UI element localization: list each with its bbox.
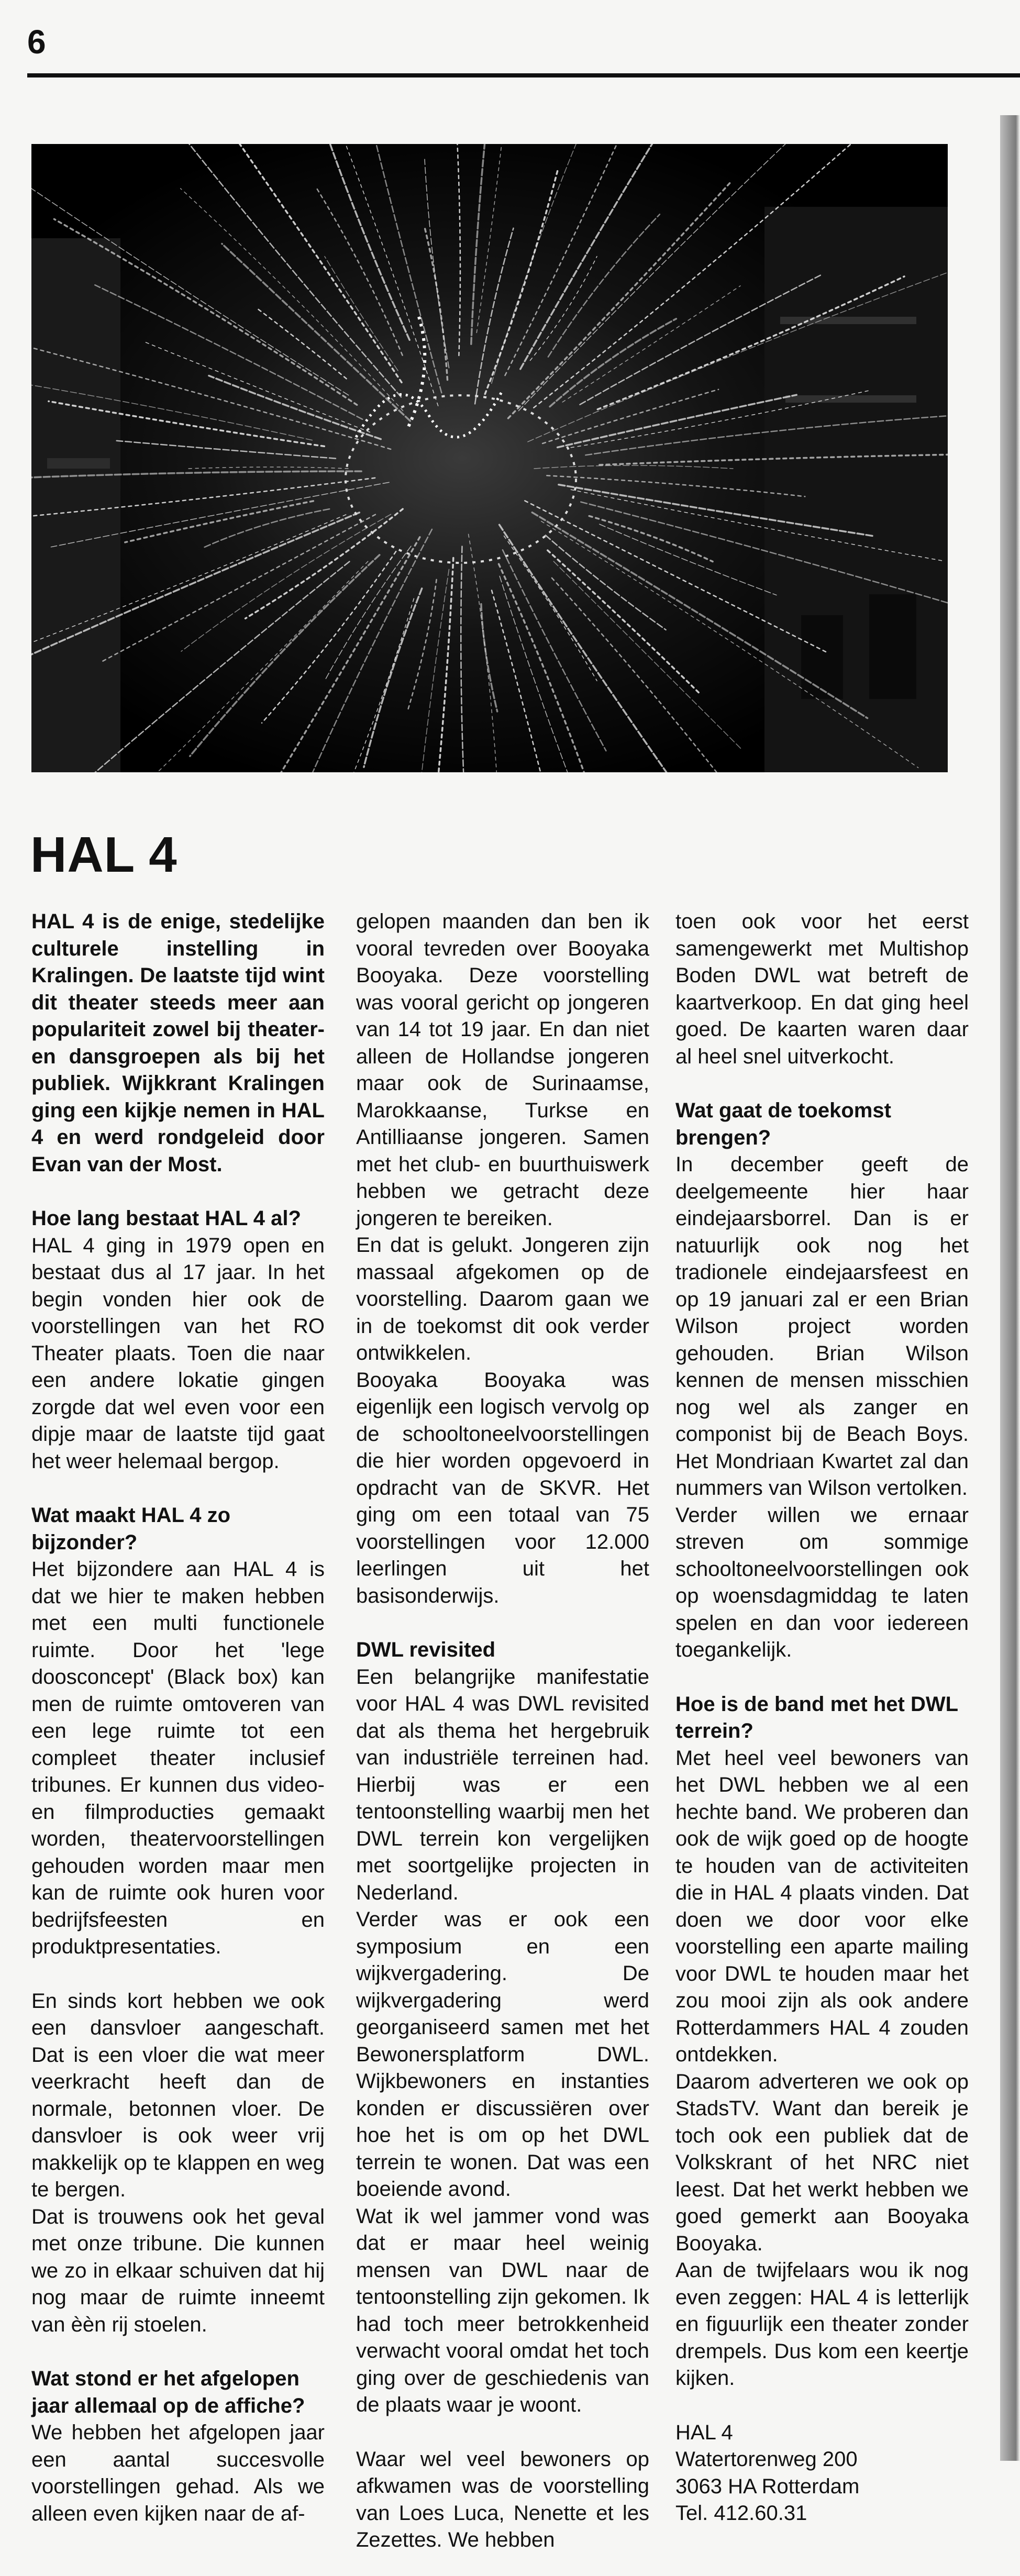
answer-paragraph: En sinds kort hebben we ook een dansvloer aangeschaft. Dat is een vloer die wat meer veerkracht heeft dan de normale, betonnen vloer. De dansvloer is ook weer vrij makkelijk op te klappen en weg te bergen.	[31, 1989, 325, 2201]
answer-paragraph: En dat is gelukt. Jongeren zijn massaal afgekomen op de voorstelling. Daarom gaan we in de toekomst dit ook verder ontwikkelen.	[356, 1234, 649, 1364]
address-line: Watertorenweg 200	[675, 2448, 858, 2471]
address-line: Tel. 412.60.31	[675, 2502, 807, 2525]
question-heading: Hoe lang bestaat HAL 4 al?	[31, 1207, 301, 1230]
answer-paragraph: Waar wel veel bewoners op afkwamen was de voorstelling van Loes Luca, Nenette et les Zezettes. We hebben	[356, 2447, 649, 2551]
question-heading: Wat gaat de toekomst brengen?	[675, 1099, 891, 1149]
answer-paragraph: HAL 4 ging in 1979 open en bestaat dus al 17 jaar. In het begin vonden hier ook de voorstellingen van het RO Theater plaats. Toen die naar een andere lokatie gingen zorgde dat wel even voor een dipje maar de laatste tijd gaat het weer helemaal bergop.	[31, 1234, 325, 1473]
address-line: 3063 HA Rotterdam	[675, 2474, 860, 2498]
question-heading: Wat maakt HAL 4 zo bijzonder?	[31, 1504, 231, 1554]
photo-graphic	[31, 144, 948, 772]
header-rule	[27, 73, 1020, 77]
adjacent-page-edge	[995, 115, 1020, 2461]
answer-paragraph: Met heel veel bewoners van het DWL hebben we al een hechte band. We proberen dan ook de wijk goed op de hoogte te houden van de activiteiten die in HAL 4 plaats vinden. Dat doen we door voor elke voorstelling een aparte mailing voor DWL te houden maar het zou mooi zijn als ook andere Rotterdammers HAL 4 zouden ontdekken.	[675, 1746, 969, 2066]
answer-paragraph: toen ook voor het eerst samengewerkt met Multishop Boden DWL wat betreft de kaartverkoop. En dat ging heel goed. De kaarten waren daar al heel snel uitverkocht.	[675, 910, 969, 1068]
answer-paragraph: Aan de twijfelaars wou ik nog even zeggen: HAL 4 is letterlijk en figuurlijk een theater zonder drempels. Dus kom een keertje kijken.	[675, 2259, 969, 2390]
answer-paragraph: Wat ik wel jammer vond was dat er maar heel weinig mensen van DWL naar de tentoonstelling zijn gekomen. Ik had toch meer betrokkenheid verwacht vooral omdat het toch ging over de geschiedenis van de plaats waar je woont.	[356, 2204, 649, 2416]
answer-paragraph: Booyaka Booyaka was eigenlijk een logisch vervolg op de schooltoneelvoorstellingen die hier worden opgevoerd in opdracht van de SKVR. Het ging om een totaal van 75 voorstellingen voor 12.000 leerlingen uit het basisonderwijs.	[356, 1368, 649, 1607]
answer-paragraph: We hebben het afgelopen jaar een aantal succesvolle voorstellingen gehad. Als we alleen even kijken naar de af-	[31, 2421, 325, 2525]
light-trails-photo	[31, 144, 948, 772]
address-line: HAL 4	[675, 2420, 733, 2444]
article-column-2	[356, 908, 649, 2554]
section-heading: DWL revisited	[356, 1638, 495, 1661]
answer-paragraph: Een belangrijke manifestatie voor HAL 4 was DWL revisited dat als thema het hergebruik van industriële terreinen had. Hierbij was er een tentoonstelling waarbij men het DWL terrein kon vergelijken met soortgelijke projecten in Nederland.	[356, 1665, 649, 1904]
answer-paragraph: Verder willen we ernaar streven om sommige schooltoneelvoorstellingen ook op woensdagmiddag te laten spelen en dan voor iedereen toegankelijk.	[675, 1503, 969, 1661]
answer-paragraph: In december geeft de deelgemeente hier haar eindejaarsborrel. Dan is er natuurlijk ook nog het tradionele eindejaarsfeest en op 19 januari zal er een Brian Wilson project worden gehouden. Brian Wilson kennen de mensen misschien nog wel als zanger en componist bij de Beach Boys. Het Mondriaan Kwartet zal dan nummers van Wilson vertolken.	[675, 1153, 969, 1500]
article-title: HAL 4	[30, 827, 178, 883]
question-heading: Hoe is de band met het DWL terrein?	[675, 1692, 958, 1742]
question-heading: Wat stond er het afgelopen jaar allemaal op de affiche?	[31, 2367, 305, 2417]
answer-paragraph: gelopen maanden dan ben ik vooral tevreden over Booyaka Booyaka. Deze voorstelling was vooral gericht op jongeren van 14 tot 19 jaar. En dan niet alleen de Hollandse jongeren maar ook de Surinaamse, Marokkaanse, Turkse en Antilliaanse jongeren. Samen met het club- en buurthuiswerk hebben we getracht deze jongeren te bereiken.	[356, 910, 649, 1230]
answer-paragraph: Dat is trouwens ook het geval met onze tribune. Die kunnen we zo in elkaar schuiven dat hij nog maar de ruimte inneemt van èèn rij stoelen.	[31, 2205, 325, 2336]
page-number: 6	[27, 23, 46, 61]
article-column-3	[675, 908, 969, 2527]
article-lead: HAL 4 is de enige, stedelijke culturele instelling in Kralingen. De laatste tijd wint dit theater steeds meer aan populariteit zowel bij theater- en dansgroepen als bij het publiek. Wijkkrant Kralingen ging een kijkje nemen in HAL 4 en werd rondgeleid door Evan van der Most.	[31, 910, 325, 1176]
answer-paragraph: Het bijzondere aan HAL 4 is dat we hier te maken hebben met een multi functionele ruimte. Door het 'lege doosconcept' (Black box) kan men de ruimte omtoveren van een lege ruimte tot een compleet theater inclusief tribunes. Er kunnen dus video- en filmproducties gemaakt worden, theatervoorstellingen gehouden worden maar men kan de ruimte ook huren voor bedrijfsfeesten en produktpresentaties.	[31, 1558, 325, 1958]
answer-paragraph: Daarom adverteren we ook op StadsTV. Want dan bereik je toch ook een publiek dat de Volkskrant of het NRC niet leest. Dat het werkt hebben we goed gemerkt aan Booyaka Booyaka.	[675, 2070, 969, 2255]
article-column-1	[31, 908, 325, 2527]
answer-paragraph: Verder was er ook een symposium en een wijkvergadering. De wijkvergadering werd georganiseerd samen met het Bewonersplatform DWL. Wijkbewoners en instanties konden er discussiëren over hoe het is om op het DWL terrein te wonen. Dat was een boeiende avond.	[356, 1908, 649, 2201]
